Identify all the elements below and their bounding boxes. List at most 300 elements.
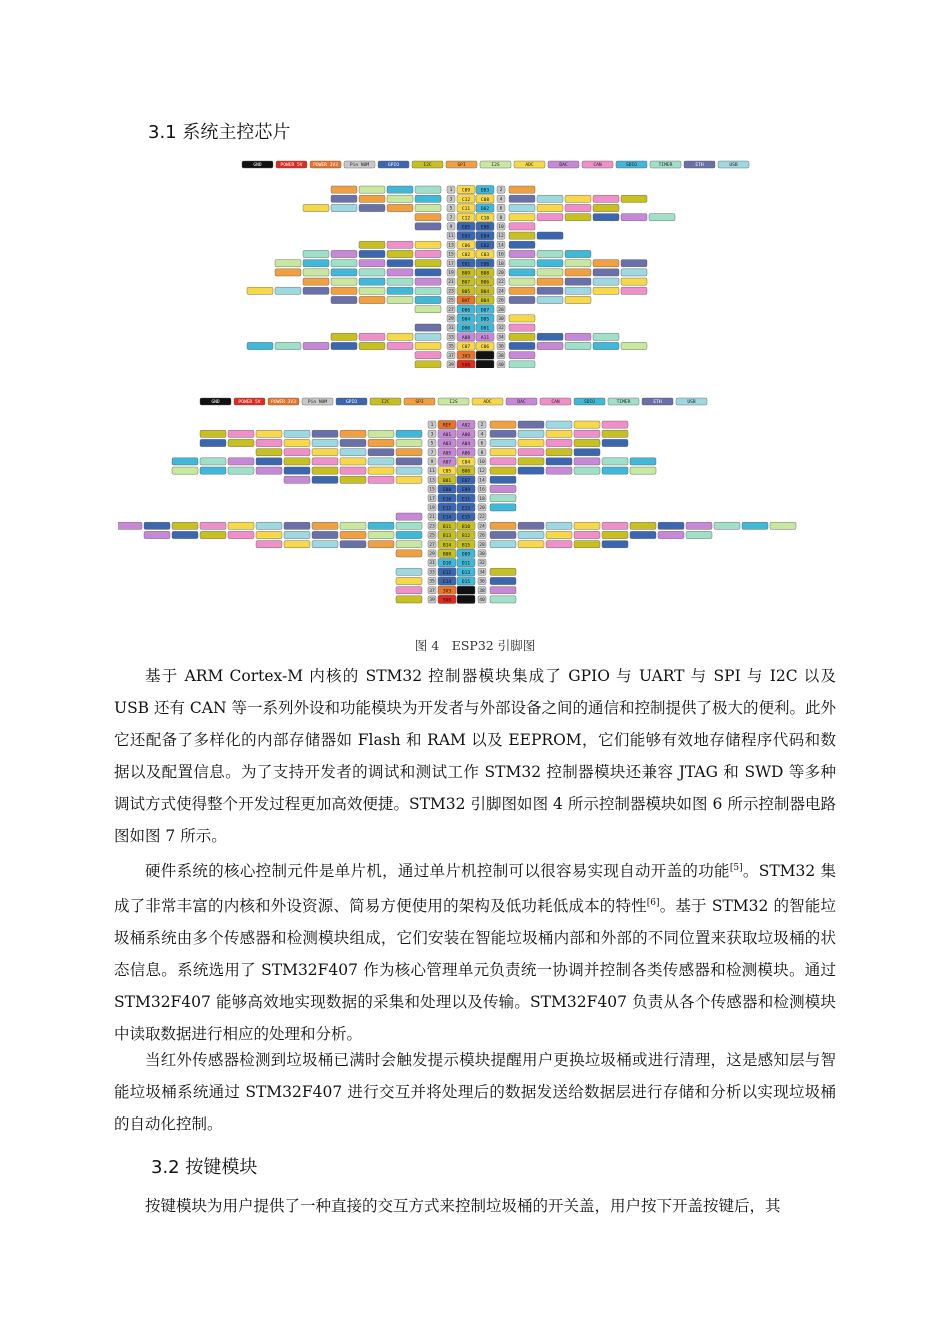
pin-number-label: 20 — [479, 506, 485, 511]
legend-chip-label: ADC — [483, 400, 492, 405]
legend-chip-label: I2C — [423, 163, 432, 168]
pin-number-label: 35 — [429, 579, 435, 585]
alt-function-tag — [509, 342, 535, 349]
alt-function-tag — [387, 296, 413, 303]
alt-function-tag — [303, 269, 329, 276]
alt-function-tag — [415, 204, 441, 211]
pin-number-label: 1 — [449, 188, 453, 194]
pin-number-label: 33 — [429, 570, 435, 576]
pin-number-label: 22 — [479, 515, 485, 521]
alt-function-tag — [312, 541, 338, 548]
alt-function-tag — [415, 352, 441, 359]
pin-number-label: 12 — [498, 234, 504, 240]
alt-function-tag — [396, 587, 422, 594]
pin-number-label: 31 — [429, 561, 435, 567]
alt-function-tag — [537, 269, 563, 276]
alt-function-tag — [574, 531, 600, 538]
alt-function-tag — [565, 278, 591, 285]
alt-function-tag — [490, 495, 516, 502]
pin-number-label: 11 — [448, 234, 454, 240]
header-pin-label: E15 — [461, 515, 471, 521]
alt-function-tag — [593, 204, 619, 211]
alt-function-tag — [312, 531, 338, 538]
pin-number-label: 29 — [448, 317, 454, 322]
pin-number-label: 9 — [430, 460, 434, 465]
alt-function-tag — [490, 577, 516, 584]
alt-function-tag — [574, 458, 600, 465]
alt-function-tag — [490, 458, 516, 465]
alt-function-tag — [396, 476, 422, 483]
alt-function-tag — [574, 522, 600, 529]
alt-function-tag — [565, 204, 591, 211]
alt-function-tag — [509, 361, 535, 368]
alt-function-tag — [312, 430, 338, 437]
pin-number-label: 7 — [430, 450, 434, 456]
alt-function-tag — [509, 186, 535, 193]
header-pin-label: C09 — [461, 188, 471, 194]
alt-function-tag — [331, 296, 357, 303]
alt-function-tag — [368, 430, 394, 437]
alt-function-tag — [340, 531, 366, 538]
alt-function-tag — [415, 306, 441, 313]
alt-function-tag — [509, 250, 535, 257]
alt-function-tag — [490, 596, 516, 603]
alt-function-tag — [742, 522, 768, 529]
alt-function-tag — [312, 522, 338, 529]
legend-chip-label: ETH — [695, 163, 704, 168]
header-pin-label: A04 — [461, 442, 471, 448]
alt-function-tag — [256, 467, 282, 474]
alt-function-tag — [415, 186, 441, 193]
alt-function-tag — [359, 296, 385, 303]
alt-function-tag — [518, 449, 544, 456]
alt-function-tag — [331, 278, 357, 285]
alt-function-tag — [621, 214, 647, 221]
legend-chip-label: GPIO — [345, 400, 358, 405]
header-pin-label: E08 — [442, 488, 452, 494]
pin-number-label: 32 — [498, 326, 504, 332]
alt-function-tag — [284, 522, 310, 529]
pin-number-label: 20 — [498, 271, 504, 276]
alt-function-tag — [602, 421, 628, 428]
header-pin-label: E04 — [480, 234, 490, 240]
pin-number-label: 37 — [429, 588, 435, 594]
alt-function-tag — [509, 241, 535, 248]
header-pin-label: B13 — [442, 534, 452, 540]
alt-function-tag — [574, 421, 600, 428]
alt-function-tag — [593, 342, 619, 349]
alt-function-tag — [537, 232, 563, 239]
alt-function-tag — [256, 449, 282, 456]
alt-function-tag — [359, 204, 385, 211]
alt-function-tag — [537, 333, 563, 340]
header-pin-label: E05 — [461, 225, 471, 231]
alt-function-tag — [396, 449, 422, 456]
alt-function-tag — [340, 522, 366, 529]
alt-function-tag — [518, 430, 544, 437]
pin-number-label: 3 — [449, 197, 453, 203]
header-pin-label: D00 — [461, 326, 471, 332]
alt-function-tag — [228, 467, 254, 474]
pin-number-label: 12 — [479, 469, 485, 475]
header-pin-label: B12 — [461, 534, 471, 540]
legend-chip-label: GND — [253, 163, 262, 168]
pin-number-label: 19 — [448, 271, 454, 276]
legend-chip-label: POWER 5V — [238, 400, 261, 405]
header-pin-label: C06 — [480, 345, 490, 351]
pin-number-label: 39 — [448, 363, 454, 368]
alt-function-tag — [387, 342, 413, 349]
alt-function-tag — [256, 541, 282, 548]
pinout-diagram-top — [118, 153, 832, 368]
alt-function-tag — [284, 449, 310, 456]
alt-function-tag — [565, 333, 591, 340]
alt-function-tag — [509, 223, 535, 230]
pin-number-label: 21 — [448, 280, 454, 286]
alt-function-tag — [396, 531, 422, 538]
legend-chip-label: POWER 5V — [280, 163, 303, 168]
alt-function-tag — [621, 278, 647, 285]
alt-function-tag — [396, 596, 422, 603]
alt-function-tag — [593, 269, 619, 276]
legend-chip-label: DAC — [559, 163, 568, 168]
alt-function-tag — [537, 296, 563, 303]
alt-function-tag — [509, 204, 535, 211]
alt-function-tag — [509, 269, 535, 276]
alt-function-tag — [509, 333, 535, 340]
alt-function-tag — [518, 421, 544, 428]
alt-function-tag — [284, 458, 310, 465]
alt-function-tag — [200, 430, 226, 437]
legend-chip-label: GPIO — [387, 163, 400, 168]
alt-function-tag — [368, 439, 394, 446]
alt-function-tag — [621, 260, 647, 267]
alt-function-tag — [509, 195, 535, 202]
legend-chip-label: ETH — [653, 400, 662, 405]
header-pin-label: B04 — [480, 299, 490, 305]
header-pin-label: E14 — [442, 580, 452, 586]
alt-function-tag — [312, 476, 338, 483]
alt-function-tag — [546, 421, 572, 428]
legend-chip-label: I2S — [449, 400, 458, 405]
header-pin-label: A11 — [480, 335, 490, 341]
alt-function-tag — [415, 278, 441, 285]
header-pin-label: E02 — [480, 243, 490, 249]
header-pin-label: C07 — [461, 345, 471, 351]
legend-chip-label: Pin NUM — [349, 163, 370, 168]
header-pin-label: E11 — [461, 497, 471, 503]
alt-function-tag — [387, 186, 413, 193]
alt-function-tag — [537, 204, 563, 211]
alt-function-tag — [396, 467, 422, 474]
alt-function-tag — [593, 287, 619, 294]
header-pin-label: B00 — [461, 469, 471, 475]
pin-number-label: 25 — [448, 298, 454, 304]
alt-function-tag — [686, 522, 712, 529]
alt-function-tag — [565, 250, 591, 257]
pin-number-label: 15 — [448, 252, 454, 258]
section-heading-3-1: 3.1 系统主控芯片 — [148, 122, 291, 143]
alt-function-tag — [565, 342, 591, 349]
alt-function-tag — [387, 195, 413, 202]
alt-function-tag — [284, 430, 310, 437]
header-pin-label: BAT — [461, 299, 471, 305]
alt-function-tag — [518, 439, 544, 446]
alt-function-tag — [144, 531, 170, 538]
alt-function-tag — [415, 214, 441, 221]
alt-function-tag — [770, 522, 796, 529]
header-pin-label: B04 — [480, 289, 490, 295]
alt-function-tag — [200, 531, 226, 538]
header-pin-label: GND — [480, 354, 490, 360]
figure-caption: 图 4 ESP32 引脚图 — [414, 638, 536, 653]
pin-number-label: 5 — [449, 206, 453, 212]
alt-function-tag — [537, 287, 563, 294]
header-pin-label: B10 — [461, 524, 471, 530]
alt-function-tag — [602, 458, 628, 465]
alt-function-tag — [490, 430, 516, 437]
pin-number-label: 18 — [498, 261, 504, 267]
alt-function-tag — [396, 541, 422, 548]
alt-function-tag — [714, 522, 740, 529]
alt-function-tag — [565, 214, 591, 221]
pin-number-label: 4 — [499, 197, 503, 203]
alt-function-tag — [546, 467, 572, 474]
alt-function-tag — [602, 439, 628, 446]
alt-function-tag — [621, 269, 647, 276]
header-pin-label: D05 — [480, 317, 490, 323]
alt-function-tag — [144, 522, 170, 529]
alt-function-tag — [509, 287, 535, 294]
alt-function-tag — [602, 522, 628, 529]
alt-function-tag — [247, 342, 273, 349]
alt-function-tag — [118, 522, 142, 529]
alt-function-tag — [621, 195, 647, 202]
alt-function-tag — [537, 342, 563, 349]
pin-number-label: 33 — [448, 335, 454, 341]
alt-function-tag — [490, 421, 516, 428]
pin-number-label: 17 — [429, 496, 435, 502]
header-pin-label: C11 — [461, 207, 471, 213]
header-pin-label: E07 — [461, 478, 471, 484]
alt-function-tag — [359, 195, 385, 202]
legend-chip-label: SPI — [415, 400, 424, 405]
alt-function-tag — [537, 260, 563, 267]
alt-function-tag — [509, 232, 535, 239]
alt-function-tag — [275, 287, 301, 294]
pin-number-label: 14 — [498, 243, 504, 249]
alt-function-tag — [359, 260, 385, 267]
alt-function-tag — [387, 241, 413, 248]
header-pin-label: E09 — [461, 488, 471, 494]
alt-function-tag — [387, 269, 413, 276]
pin-number-label: 23 — [448, 289, 454, 295]
header-pin-label: C08 — [480, 197, 490, 203]
alt-function-tag — [256, 522, 282, 529]
pin-number-label: 34 — [479, 570, 485, 576]
alt-function-tag — [630, 458, 656, 465]
alt-function-tag — [228, 531, 254, 538]
alt-function-tag — [331, 186, 357, 193]
pin-number-label: 24 — [498, 289, 504, 295]
pin-number-label: 16 — [498, 252, 504, 258]
alt-function-tag — [396, 513, 422, 520]
alt-function-tag — [415, 342, 441, 349]
header-pin-label: 3V3 — [461, 354, 471, 360]
alt-function-tag — [630, 531, 656, 538]
pin-number-label: 27 — [448, 307, 454, 313]
pin-number-label: 38 — [498, 353, 504, 359]
alt-function-tag — [340, 430, 366, 437]
header-pin-label: D10 — [442, 561, 452, 567]
alt-function-tag — [509, 352, 535, 359]
pin-number-label: 11 — [429, 469, 435, 475]
pin-number-label: 32 — [479, 561, 485, 567]
alt-function-tag — [340, 439, 366, 446]
legend-chip-label: SDIO — [583, 400, 596, 405]
pin-number-label: 28 — [498, 307, 504, 313]
pin-number-label: 26 — [479, 533, 485, 539]
alt-function-tag — [312, 449, 338, 456]
pin-number-label: 36 — [479, 579, 485, 585]
pin-number-label: 31 — [448, 326, 454, 332]
alt-function-tag — [537, 250, 563, 257]
pin-number-label: 34 — [498, 335, 504, 341]
legend-chip-label: I2C — [381, 400, 390, 405]
header-pin-label: C04 — [461, 460, 471, 466]
header-pin-label: B14 — [442, 543, 452, 549]
header-pin-label: E01 — [461, 262, 471, 268]
header-pin-label: D83 — [480, 188, 490, 194]
pinout-svg-bottom — [118, 390, 832, 610]
alt-function-tag — [312, 467, 338, 474]
header-pin-label: B01 — [442, 478, 452, 484]
alt-function-tag — [359, 333, 385, 340]
paragraph-stm32-intro: 基于 ARM Cortex-M 内核的 STM32 控制器模块集成了 GPIO 与 UART 与 SPI 与 I2C 以及 USB 还有 CAN 等一系列外设和功能模块为开发者与外部设备之间的通信和控制提供了极大的便利。此外它还配备了多样化的内部存储器如 Flash 和 RAM 以及 EEPROM，它们能够有效地存储程序代码和数据以及配置信息。为了支持开发者的调试和测试工作 STM32 控制器模块还兼容 JTAG 和 SWD 等多种调试方式使得整个开发过程更加高效便捷。STM32 引脚图如图 4 所示控制器模块如图 6 所示控制器电路图如图 7 所示。 — [114, 667, 836, 845]
alt-function-tag — [602, 531, 628, 538]
alt-function-tag — [630, 522, 656, 529]
header-pin-label: C12 — [461, 197, 471, 203]
alt-function-tag — [172, 458, 198, 465]
paragraph-core-text-c: 。基于 STM32 的智能垃圾桶系统由多个传感器和检测模块组成，它们安装在智能垃圾桶内部和外部的不同位置来获取垃圾桶的状态信息。系统选用了 STM32F407 作为核心管理单元负责统一协调并控制各类传感器和检测模块。通过 STM32F407 能够高效地实现数据的采集和处理以及传输。STM32F407 负责从各个传感器和检测模块中读取数据进行相应的处理和分析。 — [114, 897, 836, 1044]
alt-function-tag — [574, 430, 600, 437]
alt-function-tag — [593, 195, 619, 202]
pin-number-label: 4 — [480, 432, 484, 438]
alt-function-tag — [256, 430, 282, 437]
pin-number-label: 21 — [429, 515, 435, 521]
pin-number-label: 3 — [430, 432, 434, 438]
pin-number-label: 24 — [479, 524, 485, 530]
alt-function-tag — [368, 476, 394, 483]
alt-function-tag — [518, 522, 544, 529]
alt-function-tag — [247, 287, 273, 294]
alt-function-tag — [228, 439, 254, 446]
alt-function-tag — [312, 458, 338, 465]
alt-function-tag — [331, 260, 357, 267]
header-pin-label: D15 — [461, 580, 471, 586]
alt-function-tag — [331, 195, 357, 202]
header-pin-label: E14 — [442, 515, 452, 521]
header-pin-label: AGND — [460, 589, 472, 595]
pin-number-label: 18 — [479, 496, 485, 502]
alt-function-tag — [593, 278, 619, 285]
alt-function-tag — [275, 269, 301, 276]
header-pin-label: B05 — [461, 289, 471, 295]
alt-function-tag — [593, 260, 619, 267]
alt-function-tag — [256, 531, 282, 538]
pin-number-label: 8 — [480, 450, 484, 456]
alt-function-tag — [172, 467, 198, 474]
alt-function-tag — [359, 250, 385, 257]
header-pin-label: C10 — [480, 216, 490, 222]
alt-function-tag — [396, 458, 422, 465]
legend-chip-label: GND — [211, 400, 220, 405]
legend-chip-label: Pin NUM — [307, 400, 328, 405]
pin-number-label: 26 — [498, 298, 504, 304]
header-pin-label: REF — [442, 423, 452, 429]
alt-function-tag — [490, 476, 516, 483]
legend-chip-label: CAN — [551, 400, 560, 405]
alt-function-tag — [200, 458, 226, 465]
alt-function-tag — [415, 296, 441, 303]
alt-function-tag — [331, 269, 357, 276]
header-pin-label: 5V0 — [442, 598, 452, 604]
alt-function-tag — [546, 531, 572, 538]
legend-chip-label: USB — [687, 400, 696, 405]
pin-number-label: 2 — [499, 188, 503, 194]
header-pin-label: E12 — [442, 570, 452, 576]
alt-function-tag — [368, 541, 394, 548]
alt-function-tag — [518, 541, 544, 548]
header-pin-label: A00 — [461, 432, 471, 438]
alt-function-tag — [303, 287, 329, 294]
legend-chip-label: POWER 3V3 — [313, 163, 338, 168]
alt-function-tag — [359, 287, 385, 294]
alt-function-tag — [509, 296, 535, 303]
alt-function-tag — [387, 250, 413, 257]
alt-function-tag — [359, 241, 385, 248]
header-pin-label: GND — [480, 363, 490, 368]
alt-function-tag — [546, 439, 572, 446]
alt-function-tag — [621, 287, 647, 294]
alt-function-tag — [490, 522, 516, 529]
legend-chip-label: POWER 3V3 — [271, 400, 296, 405]
alt-function-tag — [359, 269, 385, 276]
pin-number-label: 16 — [479, 487, 485, 493]
header-pin-label: D11 — [461, 561, 471, 567]
header-pin-label: C06 — [461, 243, 471, 249]
alt-function-tag — [284, 531, 310, 538]
alt-function-tag — [340, 541, 366, 548]
alt-function-tag — [546, 449, 572, 456]
alt-function-tag — [303, 260, 329, 267]
alt-function-tag — [331, 287, 357, 294]
alt-function-tag — [415, 250, 441, 257]
header-pin-label: A01 — [442, 432, 452, 438]
pin-number-label: 8 — [499, 215, 503, 221]
alt-function-tag — [340, 458, 366, 465]
pin-number-label: 10 — [498, 225, 504, 230]
alt-function-tag — [172, 522, 198, 529]
alt-function-tag — [574, 541, 600, 548]
alt-function-tag — [649, 214, 675, 221]
pin-number-label: 15 — [429, 487, 435, 493]
alt-function-tag — [284, 476, 310, 483]
pin-number-label: 40 — [498, 363, 504, 368]
legend-chip-label: TIMER — [658, 163, 673, 168]
header-pin-label: A02 — [461, 423, 471, 429]
pin-number-label: 37 — [448, 353, 454, 359]
